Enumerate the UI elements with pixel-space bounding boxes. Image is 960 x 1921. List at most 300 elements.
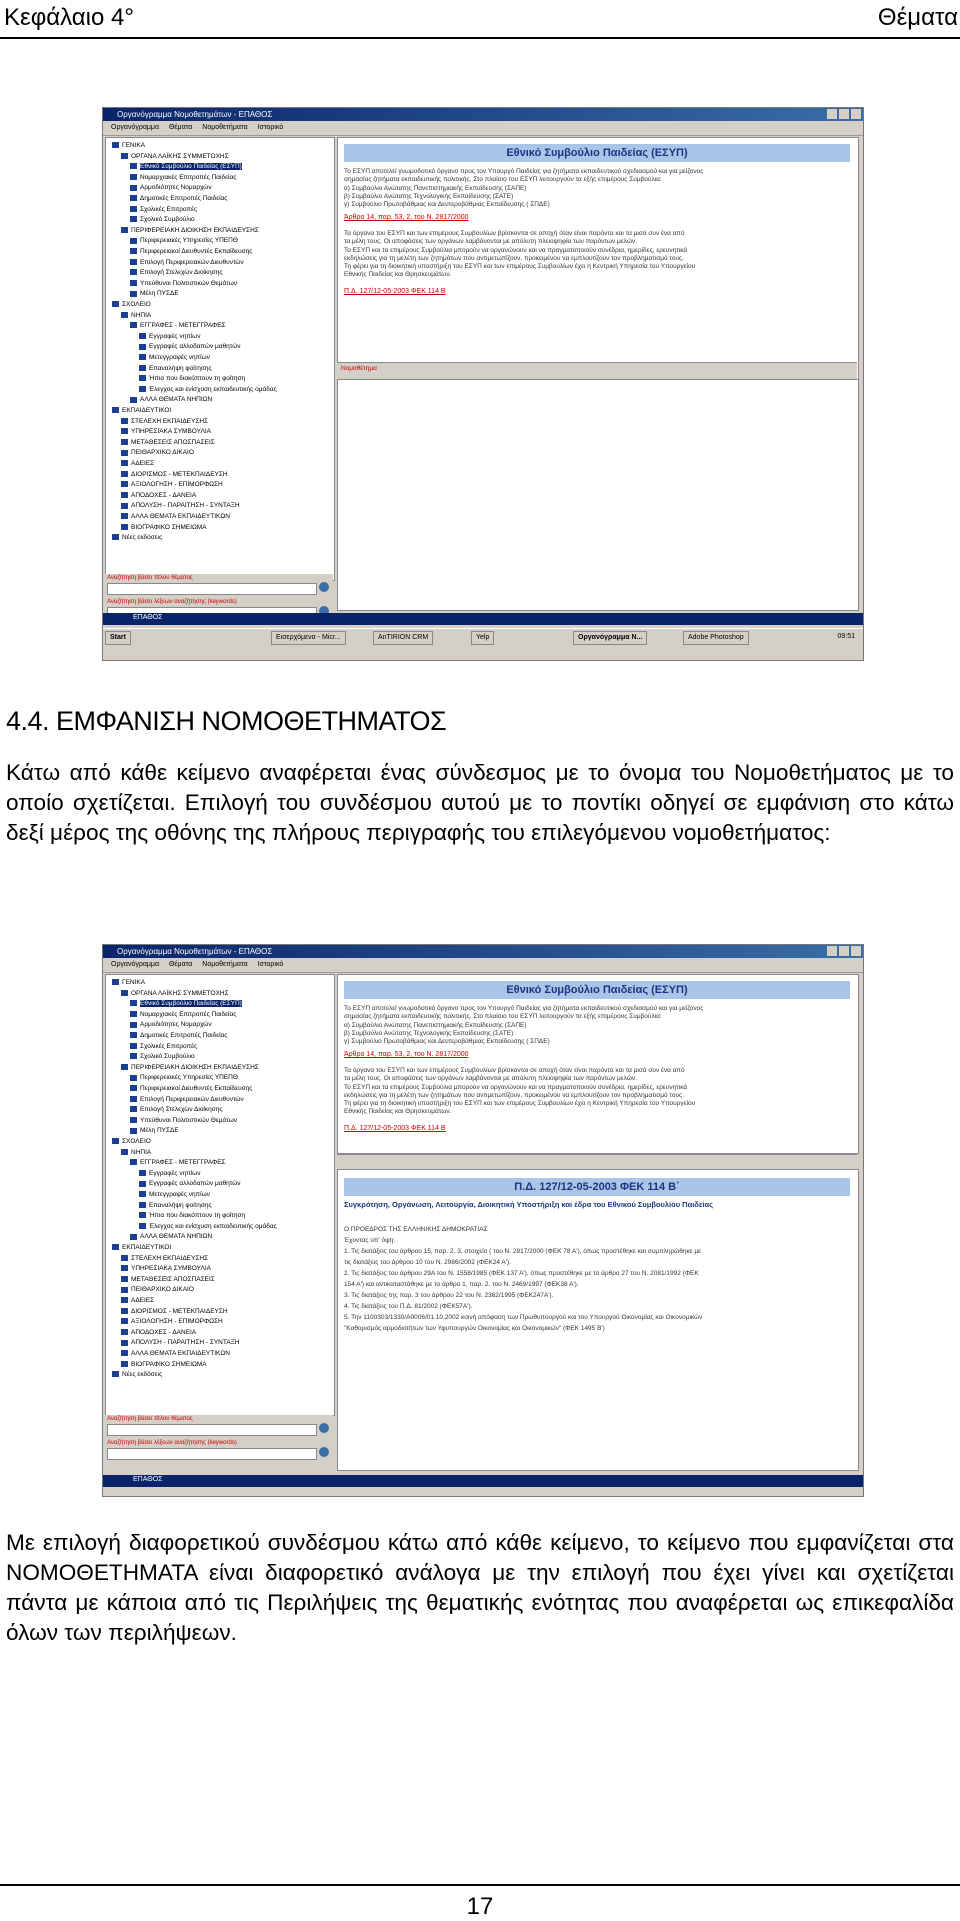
tree-item[interactable] [121, 513, 230, 520]
tree-item[interactable] [121, 153, 229, 160]
keyword-search-input[interactable] [107, 1448, 317, 1460]
law-link[interactable]: Π.Δ. 127/12-05-2003 ΦΕΚ 114 Β [344, 1125, 446, 1132]
summary-text: Το ΕΣΥΠ αποτελεί γνωμοδοτικό όργανο προς τον Υπουργό Παιδείας για ζητήματα εκπαιδευτικού σχεδιασμού και για μείζονος σημασίας ζητήματα εκπαιδευτικής πολιτικής. Στο πλαίσιο του ΕΣΥΠ λειτουργούν τα εξής επιμέρους Συμβούλια: α) Συμβούλιο Ανώτατης Πανεπιστημιακής Εκπαίδευσης (ΣΑΠΕ) β) Συμβούλιο Ανώτατης Τεχνολογικής Εκπαίδευσης (ΣΑΤΕ) γ) Συμβούλιο Πρωτοβάθμιας και Δευτεροβάθμιας Εκπαίδευσης ( ΣΠΔΕ) [344, 1005, 704, 1046]
folder-icon [139, 354, 146, 360]
minimize-icon[interactable] [827, 109, 837, 119]
tree-item[interactable] [121, 449, 194, 456]
tree-item[interactable] [112, 1138, 151, 1145]
tree-item[interactable] [130, 195, 227, 202]
folder-icon [121, 227, 128, 233]
tree-item-label: Έλεγχος και ενίσχυση εκπαιδευτικής ομάδας [149, 385, 277, 393]
folder-icon [112, 142, 119, 148]
tree-item-label: Νέες εκδόσεις [122, 1371, 163, 1379]
tree-item[interactable] [130, 322, 226, 329]
tree-item-label: Επαναλήψη φοίτησης [149, 1201, 212, 1209]
folder-icon [139, 333, 146, 339]
tree-item-label: Εγγραφές νηπίων [149, 332, 201, 340]
tree-item[interactable] [121, 418, 208, 425]
folder-icon [121, 990, 128, 996]
tree-item-label: Έλεγχος και ενίσχυση εκπαιδευτικής ομάδας [149, 1222, 277, 1230]
tree-item[interactable] [121, 1339, 240, 1346]
tree-item-label: Επιλογή Περιφερειακών Διευθυντών [140, 258, 244, 266]
law-panel [337, 379, 859, 611]
tree-item-label: ΕΚΠΑΙΔΕΥΤΙΚΟΙ [122, 407, 172, 414]
tree-item-label: ΑΛΛΑ ΘΕΜΑΤΑ ΝΗΠΙΩΝ [140, 1233, 213, 1241]
window-title: Οργανόγραμμα Νομοθετημάτων - ΕΠΑΘΟΣ [117, 110, 273, 119]
tree-item[interactable] [130, 248, 252, 255]
tree-item[interactable] [121, 990, 229, 997]
tree-item[interactable] [139, 1180, 241, 1187]
folder-icon [121, 418, 128, 424]
tree-item[interactable] [139, 354, 210, 361]
search-icon[interactable] [319, 1423, 329, 1433]
taskbar-item[interactable]: Εισερχόμενα - Micr... [271, 631, 346, 645]
tree-item[interactable] [139, 1212, 245, 1219]
folder-icon [112, 1371, 119, 1377]
law-link[interactable]: Π.Δ. 127/12-05-2003 ΦΕΚ 114 Β [344, 288, 446, 295]
tree-item[interactable] [130, 259, 244, 266]
tree-item-label: ΑΠΟΛΥΣΗ - ΠΑΡΑΙΤΗΣΗ - ΣΥΝΤΑΞΗ [131, 1339, 240, 1347]
folder-icon [130, 280, 137, 286]
tree-item[interactable] [112, 301, 151, 308]
tree-item[interactable] [139, 1202, 212, 1209]
folder-icon [130, 174, 137, 180]
folder-icon [130, 259, 137, 265]
tree-item-label: ΑΞΙΟΛΟΓΗΣΗ - ΕΠΙΜΟΡΦΩΣΗ [131, 481, 223, 489]
summary-title: Εθνικό Συμβούλιο Παιδείας (ΕΣΥΠ) [344, 981, 850, 999]
tree-item[interactable] [130, 1032, 227, 1039]
keyword-search [105, 1439, 333, 1461]
folder-icon [130, 1011, 137, 1017]
tree-item[interactable] [130, 1117, 237, 1124]
tree-item-label: ΓΕΝΙΚΑ [122, 979, 146, 986]
tree-item[interactable] [130, 269, 223, 276]
folder-icon [139, 344, 146, 350]
folder-icon [130, 1106, 137, 1112]
minimize-icon[interactable] [827, 946, 837, 956]
folder-icon [112, 1244, 119, 1250]
title-search-label: Αναζήτηση βάσει τίτλου θέματος [107, 575, 193, 581]
tree-item[interactable] [130, 396, 212, 403]
folder-icon [130, 1075, 137, 1081]
tree-item-label: Επιλογή Στελεχών Διοίκησης [140, 1106, 223, 1114]
tree-item[interactable] [112, 979, 145, 986]
tree-item[interactable] [121, 481, 223, 488]
tree-item[interactable] [121, 439, 215, 446]
folder-icon [130, 397, 137, 403]
folder-icon [130, 1022, 137, 1028]
folder-icon [130, 1096, 137, 1102]
tree-item-label: Σχολικό Συμβούλιο [140, 216, 195, 224]
article-ref-link[interactable]: Άρθρο 14, παρ. 53, 2, του Ν. 2817/2000 [344, 1051, 469, 1058]
title-search [105, 574, 333, 596]
folder-icon [121, 153, 128, 159]
folder-icon [130, 163, 137, 169]
tree-item[interactable] [130, 1043, 197, 1050]
keyword-search-label: Αναζήτηση βάσει λέξεων αναζήτησης (keywords) [107, 599, 237, 605]
tree-item-label: Υπεύθυνοι Πολιτιστικών Θεμάτων [140, 1116, 238, 1124]
footer-rule [0, 1884, 960, 1886]
tree-item-label: Περιφερειακές Υπηρεσίες ΥΠΕΠΘ [140, 237, 238, 245]
page-header [0, 0, 960, 38]
tree-item-label: Επιλογή Στελεχών Διοίκησης [140, 269, 223, 277]
folder-icon [139, 1170, 146, 1176]
tree-item-label: ΑΠΟΔΟΧΕΣ - ΔΑΝΕΙΑ [131, 491, 197, 499]
clock: 09:51 [837, 633, 855, 640]
tree-item[interactable] [112, 534, 162, 541]
tree-item-label: ΠΕΡΙΦΕΡΕΙΑΚΗ ΔΙΟΙΚΗΣΗ ΕΚΠΑΙΔΕΥΣΗΣ [131, 226, 259, 234]
law-panel-label: Νομοθέτημα [341, 365, 377, 372]
tree-item-label: Αρμοδιότητες Νομαρχών [140, 1021, 212, 1029]
folder-icon [112, 979, 119, 985]
folder-icon [121, 1276, 128, 1282]
tree-item[interactable] [130, 290, 179, 297]
tree-item-label: Σχολικό Συμβούλιο [140, 1053, 195, 1061]
tree-item[interactable] [121, 502, 240, 509]
tree-item[interactable] [130, 1021, 212, 1028]
folder-icon [121, 503, 128, 509]
folder-icon [130, 238, 137, 244]
tree-item-label: Νομαρχιακές Επιτροπές Παιδείας [140, 1010, 237, 1018]
keyword-search-label: Αναζήτηση βάσει λέξεων αναζήτησης (keywords) [107, 1440, 237, 1446]
folder-icon [130, 1159, 137, 1165]
tree-item-label: Σχολικές Επιτροπές [140, 1042, 198, 1050]
folder-icon [130, 216, 137, 222]
window-titlebar [103, 108, 863, 121]
menu-bar [103, 958, 863, 973]
tree-item-label: Υπεύθυνοι Πολιτιστικών Θεμάτων [140, 279, 238, 287]
tree-item[interactable] [121, 1286, 194, 1293]
tree-item[interactable] [139, 375, 245, 382]
tree-item[interactable] [130, 1106, 223, 1113]
summary-text: Το ΕΣΥΠ αποτελεί γνωμοδοτικό όργανο προς τον Υπουργό Παιδείας για ζητήματα εκπαιδευτικού σχεδιασμού και για μείζονος σημασίας ζητήματα εκπαιδευτικής πολιτικής. Στο πλαίσιο του ΕΣΥΠ λειτουργούν τα εξής επιμέρους Συμβούλια: α) Συμβούλιο Ανώτατης Πανεπιστημιακής Εκπαίδευσης (ΣΑΠΕ) β) Συμβούλιο Ανώτατης Τεχνολογικής Εκπαίδευσης (ΣΑΤΕ) γ) Συμβούλιο Πρωτοβάθμιας και Δευτεροβάθμιας Εκπαίδευσης ( ΣΠΔΕ) [344, 168, 704, 209]
folder-icon [121, 1318, 128, 1324]
tree-item[interactable] [130, 237, 238, 244]
search-icon[interactable] [319, 1447, 329, 1457]
status-bar [103, 1475, 863, 1487]
tree-item-label: ΒΙΟΓΡΑΦΙΚΟ ΣΗΜΕΙΩΜΑ [131, 523, 207, 531]
tree-item[interactable] [121, 1350, 230, 1357]
tree-item[interactable] [130, 216, 195, 223]
tree-item[interactable] [130, 1053, 195, 1060]
folder-icon [139, 375, 146, 381]
tree-item-label: Περιφερειακές Υπηρεσίες ΥΠΕΠΘ [140, 1074, 238, 1082]
folder-icon [130, 248, 137, 254]
topic-tree [105, 137, 335, 581]
status-bar [103, 613, 863, 625]
folder-icon [139, 1181, 146, 1187]
tree-item-label: Εγγραφές νηπίων [149, 1169, 201, 1177]
tree-item[interactable] [139, 1191, 210, 1198]
tree-item[interactable] [130, 1127, 179, 1134]
folder-icon [121, 1287, 128, 1293]
tree-item[interactable] [139, 343, 241, 350]
chapter-label: Κεφάλαιο 4° [4, 4, 134, 31]
taskbar [103, 628, 863, 645]
folder-icon [139, 1223, 146, 1229]
folder-icon [121, 460, 128, 466]
tree-item[interactable] [130, 1085, 252, 1092]
tree-item[interactable] [121, 1361, 207, 1368]
tree-item-label: ΜΕΤΑΘΕΣΕΙΣ ΑΠΟΣΠΑΣΕΙΣ [131, 1275, 215, 1283]
page-number: 17 [466, 1893, 494, 1920]
tree-item[interactable] [121, 1265, 211, 1272]
section-title: 4.4. ΕΜΦΑΝΙΣΗ ΝΟΜΟΘΕΤΗΜΑΤΟΣ [6, 706, 447, 736]
folder-icon [130, 1053, 137, 1059]
folder-icon [121, 450, 128, 456]
tree-item-label: ΕΓΓΡΑΦΕΣ - ΜΕΤΕΓΓΡΑΦΕΣ [140, 322, 226, 330]
folder-icon [121, 1255, 128, 1261]
tree-item[interactable] [121, 1276, 215, 1283]
tree-item-label: Μετεγγραφές νηπίων [149, 1191, 210, 1198]
law-panel-bar [337, 1154, 857, 1170]
folder-icon [139, 1212, 146, 1218]
maximize-icon[interactable] [839, 109, 849, 119]
menu-laws[interactable]: Νομοθετήματα [202, 961, 248, 968]
folder-icon [130, 291, 137, 297]
folder-icon [121, 481, 128, 487]
folder-icon [139, 365, 146, 371]
folder-icon [112, 534, 119, 540]
taskbar-item[interactable]: Adobe Photoshop [683, 631, 749, 645]
tree-item[interactable] [139, 1223, 277, 1230]
tree-item-label: ΟΡΓΑΝΑ ΛΑΪΚΗΣ ΣΥΜΜΕΤΟΧΗΣ [131, 989, 229, 997]
tree-item-label: Εθνικό Συμβούλιο Παιδείας (ΕΣΥΠ) [140, 1000, 242, 1008]
tree-item[interactable] [130, 184, 212, 191]
menu-bar [103, 121, 863, 136]
status-label: ΕΠΑΘΟΣ [133, 614, 163, 621]
folder-icon [121, 1265, 128, 1271]
topic-tree [105, 974, 335, 1416]
tree-item-label: ΟΡΓΑΝΑ ΛΑΪΚΗΣ ΣΥΜΜΕΤΟΧΗΣ [131, 152, 229, 160]
tree-item[interactable] [121, 524, 207, 531]
screenshot-1 [102, 107, 864, 661]
tree-item[interactable] [121, 1255, 208, 1262]
tree-item-label: Εγγραφές αλλοδαπών μαθητών [149, 1180, 241, 1188]
folder-icon [130, 1117, 137, 1123]
folder-icon [130, 269, 137, 275]
folder-icon [121, 1350, 128, 1356]
tree-item-label: Περιφερειακοί Διευθυντές Εκπαίδευσης [140, 1085, 253, 1092]
folder-icon [121, 492, 128, 498]
tree-item-label: ΑΛΛΑ ΘΕΜΑΤΑ ΕΚΠΑΙΔΕΥΤΙΚΩΝ [131, 513, 230, 520]
folder-icon [121, 1329, 128, 1335]
search-icon[interactable] [319, 582, 329, 592]
tree-item-label: ΠΕΙΘΑΡΧΙΚΟ ΔΙΚΑΙΟ [131, 1286, 194, 1294]
law-text: Ο ΠΡΟΕΔΡΟΣ ΤΗΣ ΕΛΛΗΝΙΚΗΣ ΔΗΜΟΚΡΑΤΙΑΣ Έχοντας υπ' όψη: 1. Τις διατάξεις του άρθρου 15, παρ. 2, 3, στοιχείο ( του Ν. 2817/2000 (ΦΕΚ 78 Α'), όπως προστέθηκε και συμπληρώθηκε με τις διατάξεις του άρθρου 10 του Ν. 2986/2002 (ΦΕΚ24 Α'). 2. Τις διατάξεις του άρθρου 29Α του Ν. 1558/1985 (ΦΕΚ 137 Α'), όπως προστέθηκε με το άρθρο 27 του Ν. 2081/1992 (ΦΕΚ 154 Α') και αντικαταστάθηκε με το άρθρο 1, παρ. 2, του Ν. 2469/1997 (ΦΕΚ38 Α'). 3. Τις διατάξεις της παρ. 3 του άρθρου 22 του Ν. 2362/1995 (ΦΕΚ247Α'). 4. Τις διατάξεις του Π.Δ. 81/2002 (ΦΕΚ57Α'). 5. Την 1100303/1330/Α0006/01.10.2002 κοινή απόφαση των Πρωθυπουργού και του Υπουργού Οικονομίας και Οικονομικών "Καθορισμός αρμοδιοτήτων των Υφυπουργών Οικονομίας και Οικονομικών" (ΦΕΚ 1495 Β') [344, 1226, 703, 1332]
tree-item[interactable] [139, 365, 212, 372]
tree-item-label: Επιλογή Περιφερειακών Διευθυντών [140, 1095, 244, 1103]
folder-icon [121, 1340, 128, 1346]
tree-item[interactable] [121, 492, 196, 499]
folder-icon [121, 513, 128, 519]
tree-item[interactable] [112, 1244, 171, 1251]
menu-laws[interactable]: Νομοθετήματα [202, 124, 248, 131]
tree-item-label: ΣΤΕΛΕΧΗ ΕΚΠΑΙΔΕΥΣΗΣ [131, 1254, 209, 1262]
tree-item-label: ΠΕΙΘΑΡΧΙΚΟ ΔΙΚΑΙΟ [131, 449, 194, 457]
header-rule [0, 37, 960, 39]
tree-item-label: ΑΔΕΙΕΣ [131, 460, 155, 467]
tree-item-label: Μέλη ΠΥΣΔΕ [140, 1127, 179, 1135]
tree-item[interactable] [130, 174, 236, 181]
tree-item-label: Ήπια που διακόπτουν τη φοίτηση [149, 1212, 246, 1220]
tree-item[interactable] [121, 227, 259, 234]
tree-item-label: ΠΕΡΙΦΕΡΕΙΑΚΗ ΔΙΟΙΚΗΣΗ ΕΚΠΑΙΔΕΥΣΗΣ [131, 1063, 259, 1071]
tree-item[interactable] [112, 407, 171, 414]
summary-title: Εθνικό Συμβούλιο Παιδείας (ΕΣΥΠ) [344, 144, 850, 162]
folder-icon [121, 1149, 128, 1155]
folder-icon [121, 1308, 128, 1314]
tree-item-label: Εγγραφές αλλοδαπών μαθητών [149, 343, 241, 351]
folder-icon [130, 1234, 137, 1240]
tree-item-label: ΥΠΗΡΕΣΙΑΚΑ ΣΥΜΒΟΥΛΙΑ [131, 1265, 211, 1273]
paragraph-2: Με επιλογή διαφορετικού συνδέσμου κάτω από κάθε κείμενο, το κείμενο που εμφανίζεται στα ΝΟΜΟΘΕΤΗΜΑΤΑ είναι διαφορετικό ανάλογα με την επιλογή που έχει γίνει και σχετίζεται πάντα με κάποια από τις Περιλήψεις της θεματικής ενότητας που αναφέρεται ως επικεφαλίδα όλων των περιλήψεων. [6, 1530, 954, 1645]
tree-item[interactable] [130, 1000, 242, 1007]
folder-icon [130, 1085, 137, 1091]
tree-item-label: ΔΙΟΡΙΣΜΟΣ - ΜΕΤΕΚΠΑΙΔΕΥΣΗ [131, 1307, 228, 1315]
folder-icon [130, 1128, 137, 1134]
tree-item[interactable] [121, 1329, 196, 1336]
menu-topics[interactable]: Θέματα [168, 961, 193, 968]
taskbar-item[interactable]: Yelp [471, 631, 494, 645]
folder-icon [121, 312, 128, 318]
tree-item-label: Σχολικές Επιτροπές [140, 205, 198, 213]
law-title: Π.Δ. 127/12-05-2003 ΦΕΚ 114 Β΄ [344, 1178, 850, 1196]
folder-icon [130, 322, 137, 328]
tree-item-label: ΑΔΕΙΕΣ [131, 1297, 155, 1304]
taskbar-item[interactable]: AnTIRION CRM [373, 631, 433, 645]
tree-item-label: ΕΓΓΡΑΦΕΣ - ΜΕΤΕΓΓΡΑΦΕΣ [140, 1159, 226, 1167]
tree-item[interactable] [130, 206, 197, 213]
tree-item[interactable] [130, 1159, 226, 1166]
tree-item-label: Μετεγγραφές νηπίων [149, 354, 210, 361]
tree-item-label: Δημοτικές Επιτροπές Παιδείας [140, 195, 228, 202]
tree-item[interactable] [139, 386, 277, 393]
tree-item-label: Δημοτικές Επιτροπές Παιδείας [140, 1032, 228, 1039]
tree-item[interactable] [139, 333, 200, 340]
title-search [105, 1415, 333, 1437]
summary-text-2: Τα όργανα του ΕΣΥΠ και των επιμέρους Συμβουλίων βρίσκονται σε αποχή όταν είναι παρόντα και τα μισά συν ένα από τα μέλη τους. Οι αποφάσεις των οργάνων λαμβάνονται με απόλυτη πλειοψηφία των παρόντων μελών. Το ΕΣΥΠ και τα επιμέρους Συμβούλια μπορούν να οργανώνουν και να πραγματοποιούν συνέδρια, ημερίδες, ερευνητικά εκδηλώσεις για τη μελέτη των ζητημάτων που αντιμετωπίζουν, προκειμένου να εμπλουτίζουν τον προβληματισμό τους. Τη φέρει για τη διοικητική υποστήριξη του ΕΣΥΠ και των επιμέρους Συμβουλίων έχει η Κεντρική Υπηρεσία του Υπουργείου Εθνικής Παιδείας και Θρησκευμάτων. [344, 230, 696, 279]
tree-item-label: ΝΗΠΙΑ [131, 311, 152, 319]
tree-item-label: ΑΠΟΔΟΧΕΣ - ΔΑΝΕΙΑ [131, 1328, 197, 1336]
section-label: Θέματα [877, 4, 958, 31]
paragraph-1: Κάτω από κάθε κείμενο αναφέρεται ένας σύνδεσμος με το όνομα του Νομοθετήματος με το οποίο σχετίζεται. Επιλογή του συνδέσμου αυτού με το ποντίκι οδηγεί σε εμφάνιση στο κάτω δεξί μέρος της οθόνης της πλήρους περιγραφής του επιλεγόμενου νομοθετήματος: [6, 760, 954, 845]
folder-icon [130, 185, 137, 191]
tree-item-label: ΑΠΟΛΥΣΗ - ΠΑΡΑΙΤΗΣΗ - ΣΥΝΤΑΞΗ [131, 502, 240, 510]
start-button[interactable]: Start [105, 631, 131, 645]
tree-item-label: Εθνικό Συμβούλιο Παιδείας (ΕΣΥΠ) [140, 163, 242, 171]
tree-item[interactable] [121, 428, 211, 435]
folder-icon [121, 1064, 128, 1070]
tree-item-label: Περιφερειακοί Διευθυντές Εκπαίδευσης [140, 248, 253, 255]
folder-icon [112, 407, 119, 413]
tree-item-label: ΝΗΠΙΑ [131, 1148, 152, 1156]
folder-icon [121, 524, 128, 530]
tree-item[interactable] [130, 1011, 236, 1018]
folder-icon [139, 1191, 146, 1197]
tree-item-label: Αρμοδιότητες Νομαρχών [140, 184, 212, 192]
menu-history[interactable]: Ιστορικό [257, 124, 284, 131]
tree-item-label: ΑΛΛΑ ΘΕΜΑΤΑ ΕΚΠΑΙΔΕΥΤΙΚΩΝ [131, 1350, 230, 1357]
tree-item-label: ΕΚΠΑΙΔΕΥΤΙΚΟΙ [122, 1244, 172, 1251]
folder-icon [112, 301, 119, 307]
tree-item-label: ΣΧΟΛΕΙΟ [122, 301, 151, 308]
folder-icon [121, 439, 128, 445]
tree-item[interactable] [139, 1170, 200, 1177]
folder-icon [130, 195, 137, 201]
tree-item-label: Επαναλήψη φοίτησης [149, 364, 212, 372]
folder-icon [130, 1043, 137, 1049]
menu-topics[interactable]: Θέματα [168, 124, 193, 131]
tree-item[interactable] [130, 280, 237, 287]
tree-item-label: ΑΛΛΑ ΘΕΜΑΤΑ ΝΗΠΙΩΝ [140, 396, 213, 404]
folder-icon [139, 1202, 146, 1208]
tree-item-label: ΥΠΗΡΕΣΙΑΚΑ ΣΥΜΒΟΥΛΙΑ [131, 428, 211, 436]
tree-item[interactable] [121, 1149, 151, 1156]
window-titlebar [103, 945, 863, 958]
tree-item-label: ΓΕΝΙΚΑ [122, 142, 146, 149]
summary-text-2: Τα όργανα του ΕΣΥΠ και των επιμέρους Συμβουλίων βρίσκονται σε αποχή όταν είναι παρόντα και τα μισά συν ένα από τα μέλη τους. Οι αποφάσεις των οργάνων λαμβάνονται με απόλυτη πλειοψηφία των παρόντων μελών. Το ΕΣΥΠ και τα επιμέρους Συμβούλια μπορούν να οργανώνουν και να πραγματοποιούν συνέδρια, ημερίδες, ερευνητικά εκδηλώσεις για τη μελέτη των ζητημάτων που αντιμετωπίζουν, προκειμένου να εμπλουτίζουν τον προβληματισμό τους. Τη φέρει για τη διοικητική υποστήριξη του ΕΣΥΠ και των επιμέρους Συμβουλίων έχει η Κεντρική Υπηρεσία του Υπουργείου Εθνικής Παιδείας και Θρησκευμάτων. [344, 1067, 696, 1116]
folder-icon [130, 206, 137, 212]
tree-item-label: ΒΙΟΓΡΑΦΙΚΟ ΣΗΜΕΙΩΜΑ [131, 1360, 207, 1368]
tree-item-label: ΔΙΟΡΙΣΜΟΣ - ΜΕΤΕΚΠΑΙΔΕΥΣΗ [131, 470, 228, 478]
tree-item[interactable] [112, 1371, 162, 1378]
close-icon[interactable] [851, 109, 861, 119]
tree-item[interactable] [130, 1074, 238, 1081]
menu-history[interactable]: Ιστορικό [257, 961, 284, 968]
folder-icon [121, 1297, 128, 1303]
folder-icon [139, 386, 146, 392]
tree-item-label: Νομαρχιακές Επιτροπές Παιδείας [140, 173, 237, 181]
tree-item[interactable] [121, 1064, 259, 1071]
tree-item[interactable] [121, 1308, 228, 1315]
folder-icon [130, 1000, 137, 1006]
tree-item[interactable] [112, 142, 145, 149]
tree-item[interactable] [130, 1096, 244, 1103]
tree-item-label: Ήπια που διακόπτουν τη φοίτηση [149, 375, 246, 383]
title-search-label: Αναζήτηση βάσει τίτλου θέματος [107, 1416, 193, 1422]
tree-item-label: ΣΧΟΛΕΙΟ [122, 1138, 151, 1145]
tree-item-label: ΣΤΕΛΕΧΗ ΕΚΠΑΙΔΕΥΣΗΣ [131, 417, 209, 425]
tree-item[interactable] [121, 1297, 154, 1304]
maximize-icon[interactable] [839, 946, 849, 956]
tree-item-label: ΜΕΤΑΘΕΣΕΙΣ ΑΠΟΣΠΑΣΕΙΣ [131, 438, 215, 446]
title-search-input[interactable] [107, 1424, 317, 1436]
tree-item[interactable] [130, 163, 242, 170]
tree-item[interactable] [130, 1233, 212, 1240]
law-subtitle: Συγκρότηση, Οργάνωση, Λειτουργία, Διοικητική Υποστήριξη και έδρα του Εθνικού Συμβουλίου Παιδείας [344, 1200, 713, 1209]
close-icon[interactable] [851, 946, 861, 956]
tree-item[interactable] [121, 460, 154, 467]
folder-icon [121, 428, 128, 434]
title-search-input[interactable] [107, 583, 317, 595]
tree-item-label: ΑΞΙΟΛΟΓΗΣΗ - ΕΠΙΜΟΡΦΩΣΗ [131, 1318, 223, 1326]
folder-icon [112, 1138, 119, 1144]
tree-item-label: Νέες εκδόσεις [122, 534, 163, 542]
folder-icon [130, 1032, 137, 1038]
tree-item[interactable] [121, 1318, 223, 1325]
article-ref-link[interactable]: Άρθρο 14, παρ. 53, 2, του Ν. 2817/2000 [344, 214, 469, 221]
menu-orgchart[interactable]: Οργανόγραμμα [111, 124, 160, 131]
tree-item-label: Μέλη ΠΥΣΔΕ [140, 290, 179, 298]
screenshot-2 [102, 944, 864, 1497]
summary-panel [337, 974, 859, 1154]
tree-item[interactable] [121, 312, 151, 319]
tree-item[interactable] [121, 471, 228, 478]
folder-icon [121, 1361, 128, 1367]
taskbar-item[interactable]: Οργανόγραμμα Ν... [573, 631, 647, 645]
menu-orgchart[interactable]: Οργανόγραμμα [111, 961, 160, 968]
